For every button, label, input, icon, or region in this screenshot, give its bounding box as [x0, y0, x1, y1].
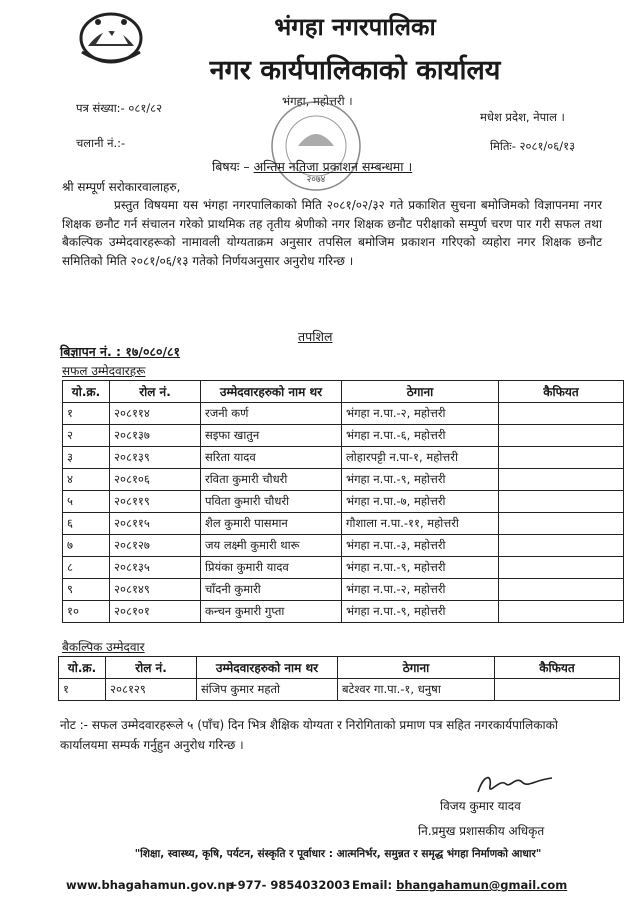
cell-serial: १ [63, 403, 110, 425]
cell-roll: २०८१४९ [110, 579, 201, 601]
cell-serial: ७ [63, 535, 110, 557]
cell-address: लोहारपट्टी न.पा-१, महोत्तरी [342, 447, 499, 469]
cell-serial: २ [63, 425, 110, 447]
local-address: भंगहा, महोत्तरी । [282, 94, 353, 108]
table-row [63, 469, 624, 491]
province-address: मधेश प्रदेश, नेपाल । [480, 110, 565, 124]
successful-rows [63, 403, 624, 623]
salutation: श्री सम्पूर्ण सरोकारवालाहरु, [62, 180, 181, 194]
office-title: नगर कार्यपालिकाको कार्यालय [209, 55, 501, 86]
cell-serial: १० [63, 601, 110, 623]
cell-remarks [499, 469, 624, 491]
email-label: Email: [352, 878, 393, 892]
cell-remarks [499, 601, 624, 623]
cell-address: गौशाला न.पा.-११, महोत्तरी [342, 513, 499, 535]
cell-roll: २०८१२९ [106, 679, 197, 701]
cell-roll: २०८१०६ [110, 469, 201, 491]
cell-roll: २०८१०१ [110, 601, 201, 623]
cell-roll: २०८१३९ [110, 447, 201, 469]
table-header-row [63, 381, 624, 403]
cell-remarks [499, 447, 624, 469]
email-line [352, 878, 567, 892]
cell-address: भंगहा न.पा.-९, महोत्तरी [342, 601, 499, 623]
table-row [63, 447, 624, 469]
cell-address: भंगहा न.पा.-२, महोत्तरी [342, 403, 499, 425]
tapsil-heading: तपशिल [298, 329, 333, 344]
cell-name: सइफा खातुन [201, 425, 342, 447]
cell-remarks [499, 491, 624, 513]
cell-roll: २०८१२७ [110, 535, 201, 557]
email-link[interactable]: bhangahamun@gmail.com [396, 878, 568, 892]
table-row [63, 601, 624, 623]
table-header-row [59, 657, 620, 679]
advertisement-number: बिज्ञापन नं. : १७/०८०/८१ [60, 344, 181, 359]
cell-address: भंगहा न.पा.-६, महोत्तरी [342, 425, 499, 447]
cell-roll: २०८११५ [110, 513, 201, 535]
cell-name: रविता कुमारी चौधरी [201, 469, 342, 491]
nepal-emblem-icon [78, 8, 144, 64]
signatory-name: विजय कुमार यादव [440, 799, 521, 813]
cell-remarks [495, 679, 620, 701]
cell-name: शैल कुमारी पासमान [201, 513, 342, 535]
cell-remarks [499, 579, 624, 601]
table-row [63, 425, 624, 447]
cell-roll: २०८१३५ [110, 557, 201, 579]
cell-serial: ४ [63, 469, 110, 491]
note-text: नोट :- सफल उम्मेदवारहरूले ५ (पाँच) दिन भित्र शैक्षिक योग्यता र निरोगिताको प्रमाण पत्र सहित नगरकार्यपालिकाको कार्यालयमा सम्पर्क गर्नुहुन अनुरोध गरिन्छ । [60, 718, 558, 752]
alternate-rows [59, 679, 620, 701]
subject-prefix: बिषयः – [212, 159, 250, 174]
seal-year: २०७४ [306, 175, 326, 185]
cell-remarks [499, 403, 624, 425]
col-serial: यो.क्र. [59, 657, 106, 679]
dispatch-number: चलानी नं.:- [76, 136, 126, 150]
signatory-title: नि.प्रमुख प्रशासकीय अधिकृत [418, 824, 545, 838]
cell-remarks [499, 513, 624, 535]
col-address: ठेगाना [342, 381, 499, 403]
col-name: उम्मेदवारहरुको नाम थर [197, 657, 338, 679]
body-text: प्रस्तुत विषयमा यस भंगहा नगरपालिकाको मिति २०८१/०२/३२ गते प्रकाशित सुचना बमोजिमको विज्ञापनमा नगर शिक्षक छनौट गर्न संचालन गरेको प्राथमिक तह तृतीय श्रेणीको नगर शिक्षक छनौट परीक्षाको सम्पुर्ण चरण पार गरी सफल तथा बैकल्पिक उम्मेदवारहरूको नामावली योग्यताक्रम अनुसार तपसिल बमोजिम प्रकाशन गरिएको व्यहोरा नगर शिक्षक छनौट समितिको मिति २०८१/०६/१३ गतेको निर्णयअनुसार अनुरोध गरिन्छ । [62, 198, 602, 268]
subject-text: अन्तिम नतिजा प्रकाशन सम्बन्धमा । [253, 159, 413, 174]
municipality-title: भंगहा नगरपालिका [274, 13, 436, 41]
cell-address: भंगहा न.पा.-३, महोत्तरी [342, 535, 499, 557]
col-name: उम्मेदवारहरुको नाम थर [201, 381, 342, 403]
cell-address: भंगहा न.पा.-९, महोत्तरी [342, 469, 499, 491]
cell-name: चाँदनी कुमारी [201, 579, 342, 601]
table-row [63, 491, 624, 513]
cell-remarks [499, 557, 624, 579]
col-address: ठेगाना [338, 657, 495, 679]
cell-address: भंगहा न.पा.-२, महोत्तरी [342, 579, 499, 601]
successful-heading: सफल उम्मेदवारहरू [62, 364, 146, 378]
cell-address: भंगहा न.पा.-९, महोत्तरी [342, 557, 499, 579]
handwritten-signature [470, 770, 560, 800]
cell-name: कन्चन कुमारी गुप्ता [201, 601, 342, 623]
cell-roll: २०८११९ [110, 491, 201, 513]
cell-serial: ९ [63, 579, 110, 601]
cell-name: जय लक्ष्मी कुमारी थारू [201, 535, 342, 557]
office-seal-stamp [268, 98, 364, 194]
table-row [63, 535, 624, 557]
col-roll: रोल नं. [106, 657, 197, 679]
col-serial: यो.क्र. [63, 381, 110, 403]
cell-serial: ५ [63, 491, 110, 513]
cell-serial: ६ [63, 513, 110, 535]
table-row [63, 513, 624, 535]
col-roll: रोल नं. [110, 381, 201, 403]
cell-address: भंगहा न.पा.-७, महोत्तरी [342, 491, 499, 513]
cell-name: संजिप कुमार महतो [197, 679, 338, 701]
motto: "शिक्षा, स्वास्थ्य, कृषि, पर्यटन, संस्कृति र पूर्वाधार : आत्मनिर्भर, समुन्नत र समृद्ध भंगहा निर्माणको आधार" [134, 848, 542, 860]
cell-name: रजनी कर्ण [201, 403, 342, 425]
table-row [63, 557, 624, 579]
col-remarks: कैफियत [499, 381, 624, 403]
table-row [59, 679, 620, 701]
cell-roll: २०८११४ [110, 403, 201, 425]
col-remarks: कैफियत [495, 657, 620, 679]
table-row [63, 579, 624, 601]
alternate-table [58, 656, 620, 701]
cell-remarks [499, 535, 624, 557]
cell-address: बटेश्वर गा.पा.-१, धनुषा [338, 679, 495, 701]
body-paragraph [62, 196, 602, 270]
cell-serial: १ [59, 679, 106, 701]
letter-number: पत्र संख्या:- ०८१/८२ [76, 101, 163, 115]
phone-number: +977- 9854032003 [228, 878, 351, 892]
cell-name: सरिता यादव [201, 447, 342, 469]
cell-serial: ८ [63, 557, 110, 579]
alternate-heading: बैकल्पिक उम्मेदवार [62, 640, 145, 654]
cell-name: प्रियंका कुमारी यादव [201, 557, 342, 579]
subject-line [212, 158, 412, 175]
table-row [63, 403, 624, 425]
cell-name: पविता कुमारी चौधरी [201, 491, 342, 513]
website-link[interactable]: www.bhagahamun.gov.np [66, 878, 234, 892]
cell-remarks [499, 425, 624, 447]
cell-serial: ३ [63, 447, 110, 469]
successful-table [62, 380, 624, 623]
letter-date: मितिः- २०८१/०६/१३ [490, 139, 576, 153]
cell-roll: २०८१३७ [110, 425, 201, 447]
